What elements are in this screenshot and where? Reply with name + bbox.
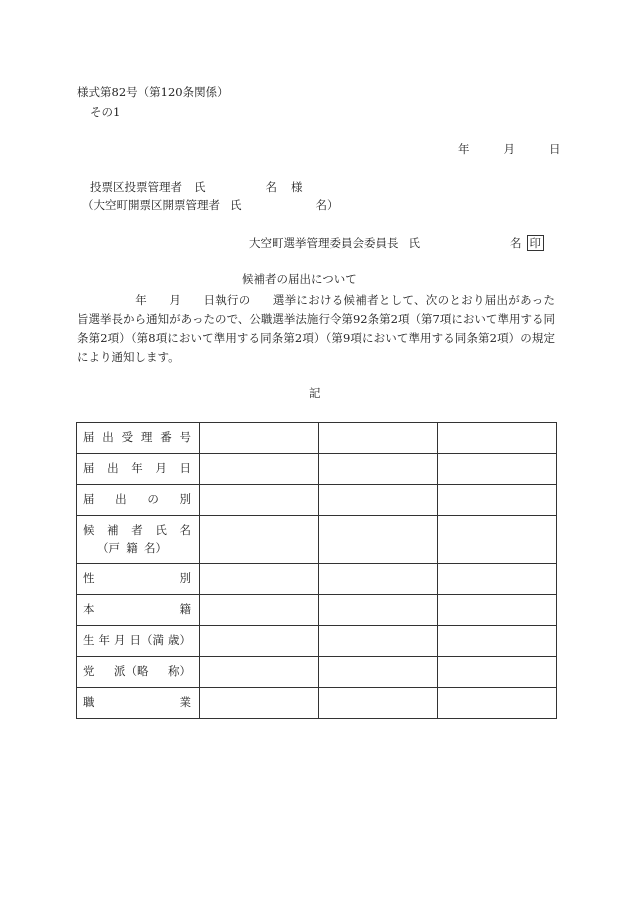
addressee-title: 投票区投票管理者 <box>90 180 182 194</box>
label-char: 出 <box>102 430 114 445</box>
label-char: 派（略 <box>114 664 149 679</box>
value-cell-c2[interactable] <box>319 485 438 516</box>
label-char: 届 <box>83 430 95 445</box>
addressee-open-mei: 名） <box>315 198 339 212</box>
value-cell-c3[interactable] <box>438 595 557 626</box>
label-char: 受 <box>121 430 134 445</box>
value-cell-c2[interactable] <box>319 595 438 626</box>
value-cell-c2[interactable] <box>319 423 438 454</box>
label-char: 届 <box>83 492 95 507</box>
subject-title: 候補者の届出について <box>242 272 357 286</box>
value-cell-c1[interactable] <box>200 516 319 564</box>
sender-mei: 名 <box>510 236 522 250</box>
label-char: 月 <box>155 461 167 476</box>
label-text <box>97 540 167 557</box>
label-char: 性 <box>83 571 95 586</box>
label-char: 別 <box>179 492 191 507</box>
row-label <box>77 485 200 516</box>
body-day: 日執行の <box>203 293 251 307</box>
date-line <box>458 141 561 158</box>
value-cell-c1[interactable] <box>200 626 319 657</box>
label-text <box>83 694 191 711</box>
date-day: 日 <box>549 142 561 156</box>
label-char: 氏 <box>155 523 167 538</box>
addressee-open-shi: 氏 <box>230 198 242 212</box>
label-char: 年 <box>98 633 110 648</box>
ki-heading: 記 <box>309 386 321 400</box>
label-char: 職 <box>83 695 95 710</box>
form-number: 様式第82号（第120条関係） <box>77 85 229 99</box>
seal-mark: 印 <box>527 235 545 251</box>
label-char: 番 <box>160 430 172 445</box>
addressee-mei: 名 <box>265 180 277 194</box>
value-cell-c2[interactable] <box>319 626 438 657</box>
label-text <box>83 460 191 477</box>
row-label <box>77 688 200 719</box>
label-char: 出 <box>107 461 119 476</box>
label-char: 生 <box>83 633 95 648</box>
value-cell-c1[interactable] <box>200 454 319 485</box>
table-row <box>77 454 557 485</box>
label-char: 籍 <box>126 540 138 555</box>
label-char: 名） <box>144 540 167 555</box>
label-char: 別 <box>179 571 191 586</box>
table-row <box>77 688 557 719</box>
table-row <box>77 595 557 626</box>
sender-title: 大空町選挙管理委員会委員長 <box>249 236 399 250</box>
table-row <box>77 564 557 595</box>
row-label <box>77 423 200 454</box>
row-label <box>77 564 200 595</box>
table-row <box>77 485 557 516</box>
addressee-open-title: （大空町開票区開票管理者 <box>82 198 220 212</box>
label-text <box>83 522 191 539</box>
notification-table <box>76 422 557 719</box>
label-text <box>83 491 191 508</box>
label-char: 出 <box>115 492 127 507</box>
value-cell-c3[interactable] <box>438 626 557 657</box>
sender-shi: 氏 <box>408 236 420 250</box>
form-sub-number: その1 <box>90 105 121 119</box>
value-cell-c3[interactable] <box>438 454 557 485</box>
value-cell-c2[interactable] <box>319 516 438 564</box>
value-cell-c1[interactable] <box>200 423 319 454</box>
addressee-line-2 <box>82 197 339 214</box>
date-year: 年 <box>458 142 470 156</box>
date-month: 月 <box>503 142 515 156</box>
body-month: 月 <box>169 293 182 307</box>
label-char: 候 <box>83 523 95 538</box>
sender-line <box>249 235 544 252</box>
row-label <box>77 454 200 485</box>
row-label <box>77 657 200 688</box>
label-char: 理 <box>140 430 153 445</box>
label-char: 歳） <box>168 633 191 648</box>
value-cell-c3[interactable] <box>438 423 557 454</box>
label-char: 名 <box>179 523 191 538</box>
value-cell-c2[interactable] <box>319 454 438 485</box>
value-cell-c2[interactable] <box>319 657 438 688</box>
value-cell-c1[interactable] <box>200 688 319 719</box>
value-cell-c1[interactable] <box>200 657 319 688</box>
label-char: 日（満 <box>129 633 164 648</box>
label-char: の <box>147 492 159 507</box>
addressee-line-1 <box>90 179 303 196</box>
value-cell-c3[interactable] <box>438 657 557 688</box>
value-cell-c1[interactable] <box>200 485 319 516</box>
label-char: 籍 <box>179 602 191 617</box>
label-char: 補 <box>107 523 119 538</box>
value-cell-c3[interactable] <box>438 688 557 719</box>
table-row <box>77 657 557 688</box>
value-cell-c1[interactable] <box>200 595 319 626</box>
label-text <box>83 570 191 587</box>
table-row <box>77 626 557 657</box>
value-cell-c3[interactable] <box>438 485 557 516</box>
row-label <box>77 595 200 626</box>
table-row <box>77 516 557 564</box>
label-char: 届 <box>83 461 95 476</box>
label-text <box>83 632 191 649</box>
notice-body <box>77 291 555 367</box>
row-label <box>77 626 200 657</box>
label-text <box>83 663 191 680</box>
row-label <box>77 516 200 564</box>
body-year: 年 <box>135 293 148 307</box>
label-char: 日 <box>179 461 191 476</box>
label-char: 業 <box>179 695 191 710</box>
label-text <box>83 429 191 446</box>
body-text: 選挙における候補者として、次のとおり届出があった旨選挙長から通知があったので、公職選挙法施行令第92条第2項（第7項において準用する同条第2項）（第8項において準用する同条第2項）（第9項において準用する同条第2項）の規定により通知します。 <box>77 293 556 364</box>
label-char: 本 <box>83 602 95 617</box>
value-cell-c2[interactable] <box>319 564 438 595</box>
label-char: （戸 <box>97 540 120 555</box>
value-cell-c3[interactable] <box>438 516 557 564</box>
value-cell-c1[interactable] <box>200 564 319 595</box>
table-row <box>77 423 557 454</box>
label-char: 称） <box>168 664 191 679</box>
label-char: 月 <box>114 633 126 648</box>
label-text <box>83 601 191 618</box>
label-char: 党 <box>83 664 95 679</box>
addressee-sama: 様 <box>291 180 303 194</box>
addressee-shi: 氏 <box>194 180 206 194</box>
value-cell-c3[interactable] <box>438 564 557 595</box>
label-char: 年 <box>131 461 143 476</box>
label-char: 号 <box>179 430 191 445</box>
label-char: 者 <box>131 523 143 538</box>
value-cell-c2[interactable] <box>319 688 438 719</box>
